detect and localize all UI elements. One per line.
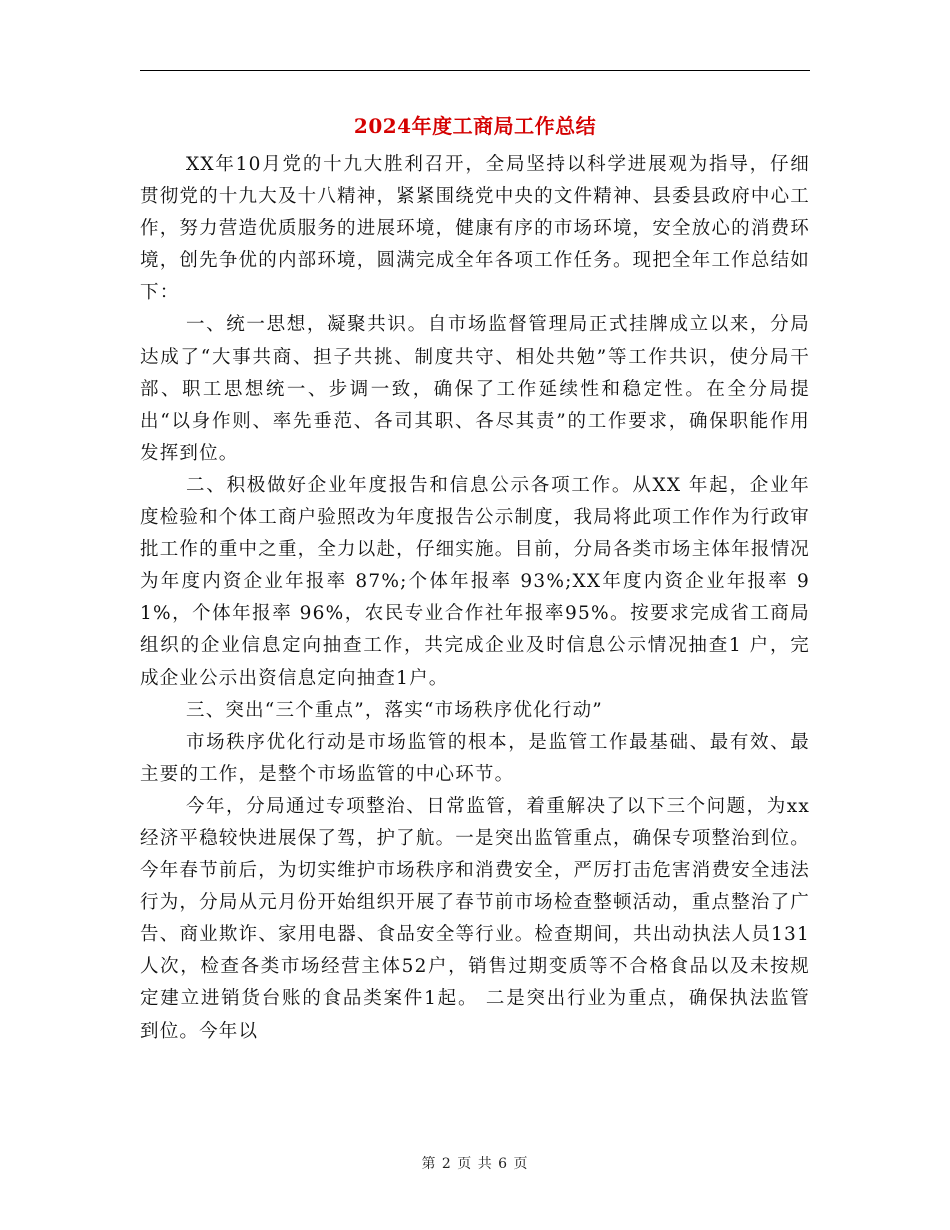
document-title: 2024年度工商局工作总结 xyxy=(353,114,597,138)
paragraph-section-3-detail: 今年，分局通过专项整治、日常监管，着重解决了以下三个问题，为xx经济平稳较快进展保了驾，护了航。一是突出监管重点，确保专项整治到位。今年春节前后，为切实维护市场秩序和消费安全，严厉打击危害消费安全违法行为，分局从元月份开始组织开展了春节前市场检查整顿活动，重点整治了广告、商业欺诈、家用电器、食品安全等行业。检查期间，共出动执法人员131人次，检查各类市场经营主体52户，销售过期变质等不合格食品以及未按规定建立进销货台账的食品类案件1起。 二是突出行业为重点，确保执法监管到位。今年以 xyxy=(140,795,810,1042)
paragraph-section-1: 一、统一思想，凝聚共识。自市场监督管理局正式挂牌成立以来，分局达成了“大事共商、担子共挑、制度共守、相处共勉”等工作共识，使分局干部、职工思想统一、步调一致，确保了工作延续性和稳定性。在全分局提出“以身作则、率先垂范、各司其职、各尽其责”的工作要求，确保职能作用发挥到位。 xyxy=(140,314,810,464)
document-body xyxy=(140,149,810,1048)
paragraph-section-3-heading: 三、突出“三个重点”，落实“市场秩序优化行动” xyxy=(186,699,603,721)
paragraph-section-3-intro: 市场秩序优化行动是市场监管的根本，是监管工作最基础、最有效、最主要的工作，是整个市场监管的中心环节。 xyxy=(140,731,810,785)
page-number-footer: 第 2 页 共 6 页 xyxy=(421,1156,529,1172)
paragraph-intro: XX年10月党的十九大胜利召开，全局坚持以科学进展观为指导，仔细贯彻党的十九大及十八精神，紧紧围绕党中央的文件精神、县委县政府中心工作，努力营造优质服务的进展环境，健康有序的市场环境，安全放心的消费环境，创先争优的内部环境，圆满完成全年各项工作任务。现把全年工作总结如下： xyxy=(140,154,810,304)
header-rule xyxy=(140,70,810,71)
paragraph-section-2: 二、积极做好企业年度报告和信息公示各项工作。从XX 年起，企业年度检验和个体工商户验照改为年度报告公示制度，我局将此项工作作为行政审批工作的重中之重，全力以赴，仔细实施。目前，分局各类市场主体年报情况为年度内资企业年报率 87%;个体年报率 93%;XX年度内资企业年报率 91%，个体年报率 96%，农民专业合作社年报率95%。按要求完成省工商局组织的企业信息定向抽查工作，共完成企业及时信息公示情况抽查1 户，完成企业公示出资信息定向抽查1户。 xyxy=(140,474,810,689)
